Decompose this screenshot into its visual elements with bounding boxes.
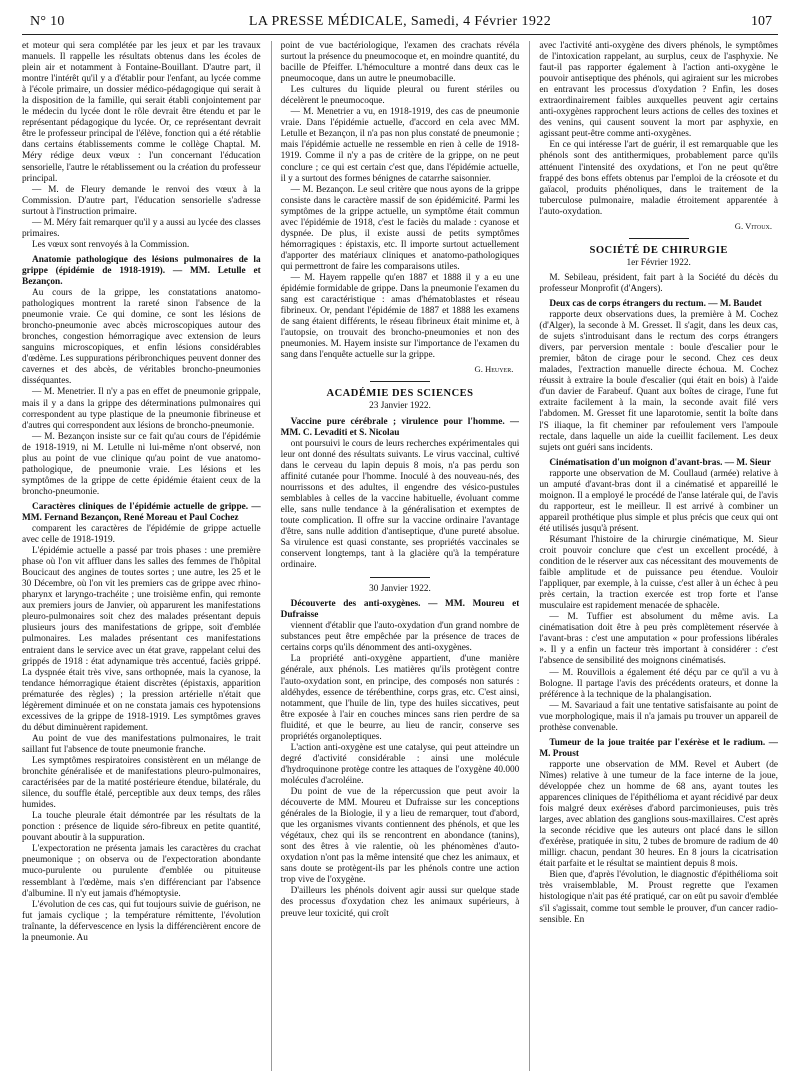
column-1 — [22, 41, 261, 1071]
paragraph: La touche pleurale était démontrée par les résultats de la ponction : présence de liquide séro-fibreux en petite quantité, pouvant aboutir à la suppuration. — [22, 811, 261, 844]
paragraph: rapporte deux observations dues, la première à M. Cochez (d'Alger), la seconde à M. Gresset. Il s'agit, dans les deux cas, de sujets s'introduisant dans le rectum des corps étrangers divers, par perversion mentale : boule d'escalier pour le premier, bâton de cirage pour le second. Chez ces deux malades, l'extraction manuelle directe échoua. M. Cochez réussit à extraire la boule d'escalier (qui était en bois) à l'aide d'un davier de Farabeuf. Quant aux boîtes de cirage, l'une fut extraite facilement à la main, la seconde avait filé vers l'abdomen. M. Gresset fit une laparotomie, sentit la boîte dans l'S iliaque, la fit cheminer par refoulement vers l'ampoule rectale, dans laquelle un aide la cueillit facilement. Les deux sujets ont guéri sans incidents. — [539, 310, 778, 453]
section-divider — [629, 238, 689, 239]
paragraph: rapporte une observation de M. Coullaud (armée) relative à un amputé d'avant-bras dont il a cinématisé et appareillé le moignon. Il a employé le procédé de l'anse latérale qui, de l'avis du rapporteur, est le meilleur. Il est arrivé à combiner un appareil prothétique plus simple et plus précis que ceux qui ont été utilisés jusqu'à présent. — [539, 468, 778, 534]
paragraph: La propriété anti-oxygène appartient, d'une manière générale, aux phénols. Les matières qu'ils protègent contre l'auto-oxydation sont, en principe, des composés non saturés : aldéhydes, essence de térébenthine, corps gras, etc. C'est ainsi, notamment, que l'huile de lin, type des huiles siccatives, peut être exposée à l'air en couches minces sans rien perdre de sa fluidité, et que le beurre, au lieu de rancir, conserve ses propriétés organoleptiques. — [280, 654, 520, 742]
paragraph: point de vue bactériologique, l'examen des crachats révéla surtout la présence du pneumocoque et, en moindre quantité, du bacille de Pfeiffer. L'hémoculture a montré dans deux cas le pneumocoque, dans un autre le pneumobacille. — [280, 41, 520, 85]
section-divider — [370, 577, 430, 578]
paragraph: Au cours de la grippe, les constatations anatomo-pathologiques montrent la rareté sinon l'absence de la pneumonie vraie. Ce qui domine, ce sont les lésions de broncho-pneumonie avec abcès microscopiques autour des bronches, congestion hémorragique avec extension de leurs sanguins microscopiques, et enfin lésions considérables d'œdème. Les suppurations péribronchiques peuvent donner des cavernes et des abcès, de véritables broncho-pneumonies disséquantes. — [22, 288, 261, 387]
paragraph: — M. Tuffier est absolument du même avis. La cinématisation doit être à peu près complètement réservée à l'avant-bras : c'est une amputation « pour professions libérales ». Il y a enfin un facteur très important à considérer : c'est l'absence de sensibilité des moignons cinématisés. — [539, 612, 778, 667]
paragraph: viennent d'établir que l'auto-oxydation d'un grand nombre de substances peut être empêchée par la présence de traces de certains corps qu'ils dénomment des anti-oxygènes. — [280, 621, 520, 654]
article-heading: Anatomie pathologique des lésions pulmonaires de la grippe (épidémie de 1918-1919). — MM. Letulle et Bezançon. — [22, 254, 261, 287]
session-date: 1er Février 1922. — [626, 257, 691, 268]
paragraph: — M. Menetrier. Il n'y a pas en effet de pneumonie grippale, mais il y a dans la grippe des déterminations pulmonaires qui correspondent au type plastique de la pneumonie fibrineuse et d'autres qui correspondent aux lésions de broncho-pneumonie. — [22, 387, 261, 431]
article-heading: Deux cas de corps étrangers du rectum. — M. Baudet — [549, 298, 762, 309]
paragraph: Au point de vue des manifestations pulmonaires, le trait saillant fut l'absence de toute pneumonie franche. — [22, 733, 261, 755]
running-title: LA PRESSE MÉDICALE, Samedi, 4 Février 1922 — [248, 14, 552, 29]
paragraph: D'ailleurs les phénols doivent agir aussi sur quelque stade des processus d'oxydation chez les animaux supérieurs, à preuve leur toxicité, qui croît — [280, 886, 520, 919]
paragraph: — M. Hayem rappelle qu'en 1887 et 1888 il y a eu une épidémie formidable de grippe. Dans la pneumonie l'examen du sang est caractéristique : amas d'hématoblastes et réseau fibrineux. Or, pendant l'épidémie de 1887 et 1888 les examens de sang étaient différents, le réseau fibrineux était minime et, à l'autopsie, on trouvait des broncho-pneumonies et non des pneumonies. M. Hayem insiste sur l'importance de l'examen du sang dans l'enquête actuelle sur la grippe. — [280, 272, 520, 361]
paragraph: Bien que, d'après l'évolution, le diagnostic d'épithélioma soit très vraisemblable, M. Proust regrette que l'examen histologique n'ait pas été pratiqué, car on eût pu savoir d'emblée s'il s'agissait, comme tout semble le prouver, d'un cancer radio-sensible. En — [539, 870, 778, 925]
paragraph: — M. de Fleury demande le renvoi des vœux à la Commission. D'autre part, l'éducation sensorielle s'adresse surtout à l'instruction primaire. — [22, 184, 261, 217]
paragraph: Du point de vue de la répercussion que peut avoir la découverte de MM. Moureu et Dufraisse sur les conceptions générales de la Biologie, il y a lieu de remarquer, tout d'abord, que les organismes vivants contiennent des phénols, et que les végétaux, chez qui ils se rencontrent en abondance (tanins), sont des êtres à vie ralentie, où les phénomènes d'auto-oxydation n'ont pas la même intensité que chez les animaux, et sans doute se protègent-ils par les phénols contre une action trop vive de l'oxygène. — [280, 787, 520, 886]
section-title: ACADÉMIE DES SCIENCES — [326, 388, 474, 400]
section-divider — [370, 381, 430, 382]
paragraph: — M. Rouvillois a également été déçu par ce qu'il a vu à Bologne. Il partage l'avis des précédents orateurs, et donne la préférence à la technique de la phalangisation. — [539, 667, 778, 700]
column-2 — [271, 41, 520, 1071]
paragraph: — M. Bezançon insiste sur ce fait qu'au cours de l'épidémie de 1918-1919, ni M. Letulle ni lui-même n'ont observé, non plus au point de vue clinique qu'au point de vue anatomo-pathologique, de pneumonie vraie. Les lésions et les symptômes de la grippe de cette épidémie étaient ceux de la broncho-pneumonie. — [22, 431, 261, 497]
article-heading: Tumeur de la joue traitée par l'exérèse et le radium. — M. Proust — [539, 737, 778, 759]
paragraph: Résumant l'histoire de la chirurgie cinématique, M. Sieur croit pouvoir conclure que c'est un excellent procédé, à condition de le réserver aux cas nécessitant des mouvements de faible amplitude et de puissance peu étendue. Vouloir l'appliquer, par exemple, à la cuisse, c'est aller à un échec à peu près certain, la traction exercée est trop forte et l'anse musculaire est rapidement menacée de sphacèle. — [539, 534, 778, 612]
paragraph: L'expectoration ne présenta jamais les caractères du crachat pneumonique ; on observa ou de l'expectoration abondante muco-purulente ou purulente d'emblée ou pituiteuse ressemblant à l'œdème, mais s'en différenciant par l'absence d'albumine. Il n'y eut jamais d'hémoptysie. — [22, 844, 261, 899]
paragraph: ont poursuivi le cours de leurs recherches expérimentales qui leur ont donné des résultats suivants. Le virus vaccinal, cultivé dans le cerveau du lapin depuis 8 mois, n'a pas perdu son affinité cutanée pour l'homme. Inoculé à des nouveau-nés, des nourrissons et des adultes, il engendre des vésico-pustules semblables à celles de la vaccine habituelle, évoluant comme elle, sans nulle tendance à la généralisation et exemptes de toute complication. Il offre sur la vaccine ordinaire l'avantage d'être, sans nulle addition d'antiseptique, d'une pureté absolue. Sa virulence est quasi constante, ses propriétés vaccinales se conservent longtemps, tant à la glacière qu'à la température ordinaire. — [280, 438, 520, 571]
paragraph: L'action anti-oxygène est une catalyse, qui peut atteindre un degré d'activité considérable : ainsi une molécule d'hydroquinone protège contre les attaques de l'oxygène 40.000 molécules d'acroléine. — [280, 742, 520, 786]
issue-number: N° 10 — [30, 14, 65, 29]
paragraph: L'évolution de ces cas, qui fut toujours suivie de guérison, ne fut jamais cyclique ; la température rémittente, l'évolution traînante, la défervescence en lysis la différencièrent encore de la pneumonie. Au — [22, 899, 261, 943]
paragraph: Les symptômes respiratoires consistèrent en un mélange de bronchite généralisée et de manifestations pleuro-pulmonaires, caractérisées par de la matité postérieure étendue, bilatérale, du silence, du souffle étalé, perceptible aux deux temps, des râles humides. — [22, 756, 261, 811]
paragraph: avec l'activité anti-oxygène des divers phénols, le symptômes de l'intoxication rappelant, au surplus, ceux de l'asphyxie. Ne faut-il pas rapporter également à l'action anti-oxygène le pouvoir antiseptique des phénols, qui agiraient sur les microbes en entravant les processus d'oxydation ? Enfin, les doses extraordinairement faibles auxquelles peuvent agir certains anti-oxygènes rapprochent leurs actions de celles des toxines et des venins, qui causent souvent la mort par asphyxie, en agissant peut-être comme anti-oxygènes. — [539, 41, 778, 140]
paragraph: En ce qui intéresse l'art de guérir, il est remarquable que les phénols sont des antithermiques, probablement parce qu'ils atténuent l'intensité des oxydations, et l'on ne peut qu'être frappé des bons effets obtenus par l'emploi de la créosote et du gaïacol, produits phénoliques, dans le traitement de la tuberculose pulmonaire, maladie étroitement apparentée à l'auto-oxydation. — [539, 140, 778, 217]
session-date: 30 Janvier 1922. — [369, 584, 431, 595]
paragraph: — M. Bezançon. Le seul critère que nous ayons de la grippe consiste dans le caractère massif de son épidémicité. Parmi les symptômes de la grippe actuelle, un symptôme était commun avec l'épidémie de 1918, c'est le faciès du malade : cyanose et dyspnée. De plus, il existe aussi de petits symptômes hémorragiques : épistaxis, etc. Il importe surtout actuellement d'apporter des matériaux cliniques et anatomo-pathologiques qui permettront de faire les comparaisons utiles. — [280, 184, 520, 272]
paragraph: Les vœux sont renvoyés à la Commission. — [32, 239, 190, 250]
article-heading: Cinématisation d'un moignon d'avant-bras. — M. Sieur — [549, 457, 771, 468]
paragraph: M. Sebileau, président, fait part à la Société du décès du professeur Monprofit (d'Angers). — [539, 272, 778, 294]
article-heading: Caractères cliniques de l'épidémie actuelle de grippe. — MM. Fernand Bezançon, René Moreau et Paul Cochez — [22, 501, 261, 523]
page-header — [22, 0, 778, 35]
column-3 — [529, 41, 778, 1071]
text-columns — [22, 41, 778, 1071]
paragraph: L'épidémie actuelle a passé par trois phases : une première phase où l'on vit affluer dans les salles des femmes de l'hôpital Boucicaut des angines de toutes sortes ; une autre, les 25 et le 30 Décembre, où l'on vit les premiers cas de grippe avec rhino-pharynx et laryngo-trachéite ; une troisième enfin, qui remonte aux premiers jours de Janvier, où apparurent les manifestations pleuro-pulmonaires soit chez des malades présentant depuis plusieurs jours des manifestations de grippe, soit d'emblée pulmonaires. Les malades présentant ces manifestations entraient dans le service avec un état grave, rappelant celui des grippés de 1918 : état adynamique très accentué, faciès grippé. La dyspnée était très vive, sans orthopnée, mais la cyanose, la tendance hémorragique étaient discrètes (épistaxis, apparition prématurée des règles) ; la pression artérielle n'était que légèrement diminuée et on ne constata jamais ces hypotensions excessives de la grippe de 1918-1919. Les symptômes graves du début diminuèrent rapidement. — [22, 546, 261, 733]
section-title: SOCIÉTÉ DE CHIRURGIE — [589, 244, 728, 256]
paragraph: Les cultures du liquide pleural ou furent stériles ou décelèrent le pneumocoque. — [280, 85, 520, 107]
session-date: 23 Janvier 1922. — [369, 401, 431, 412]
author-signature: G. Vitoux. — [734, 220, 773, 231]
author-signature: G. Heuyer. — [474, 364, 514, 375]
article-heading: Vaccine pure cérébrale ; virulence pour l'homme. — MM. C. Levaditi et S. Nicolau — [280, 416, 520, 438]
paragraph: — M. Menetrier a vu, en 1918-1919, des cas de pneumonie vraie. Dans l'épidémie actuelle, d'accord en cela avec MM. Letulle et Bezançon, il n'a pas non plus constaté de pneumonie ; mais l'épidémie actuelle ne ressemble en rien à celle de 1918-1919. Comme il n'y a pas de critère de la grippe, on ne peut conclure ; ce qui est certain c'est que, dans l'épidémie actuelle, il y a surtout des formes bénignes de catarrhe saisonnier. — [280, 107, 520, 184]
paragraph: et moteur qui sera complétée par les jeux et par les travaux manuels. Il rappelle les résultats obtenus dans les écoles de plein air et notamment à Fontaine-Bouillant. D'autre part, il montre l'intérêt qu'il y a d'établir pour l'enfant, au lycée comme à l'école primaire, un dossier médico-pédagogique qui serait à la disposition de la famille, qui serait établi conjointement par le médecin du lycée dont le rôle devrait être étendu et par le représentant pédagogique du lycée. Or, ce représentant devrait être le professeur principal de l'élève, fonction qui a été rétablie dans certains établissements comme le collège Chaptal. M. Méry rédige deux vœux : l'un concernant l'éducation sensorielle, l'autre le rétablissement ou la création du professeur principal. — [22, 41, 261, 184]
paragraph: comparent les caractères de l'épidémie de grippe actuelle avec celle de 1918-1919. — [22, 524, 261, 546]
paragraph: rapporte une observation de MM. Revel et Aubert (de Nîmes) relative à une tumeur de la face interne de la joue, développée chez un homme de 68 ans, ayant toutes les apparences cliniques de l'épithélioma et ayant récidivé par deux fois malgré deux exérèses d'abord parcimonieuses, puis très larges, avec ablation des ganglions sous-maxillaires. C'est après la seconde récidive que les auteurs ont placé dans le sillon d'exérèse, pratiquée in situ, 2 tubes de bromure de radium de 40 milligr. chacun, pendant 30 heures. En 8 jours la cicatrisation était parfaite et le résultat se maintient depuis 8 mois. — [539, 759, 778, 870]
article-heading: Découverte des anti-oxygènes. — MM. Moureu et Dufraisse — [280, 599, 520, 621]
page-number: 107 — [751, 14, 772, 29]
paragraph: — M. Méry fait remarquer qu'il y a aussi au lycée des classes primaires. — [22, 217, 261, 239]
paragraph: — M. Savariaud a fait une tentative satisfaisante au point de vue morphologique, mais il n'a jamais pu trouver un appareil de prothèse convenable. — [539, 700, 778, 733]
